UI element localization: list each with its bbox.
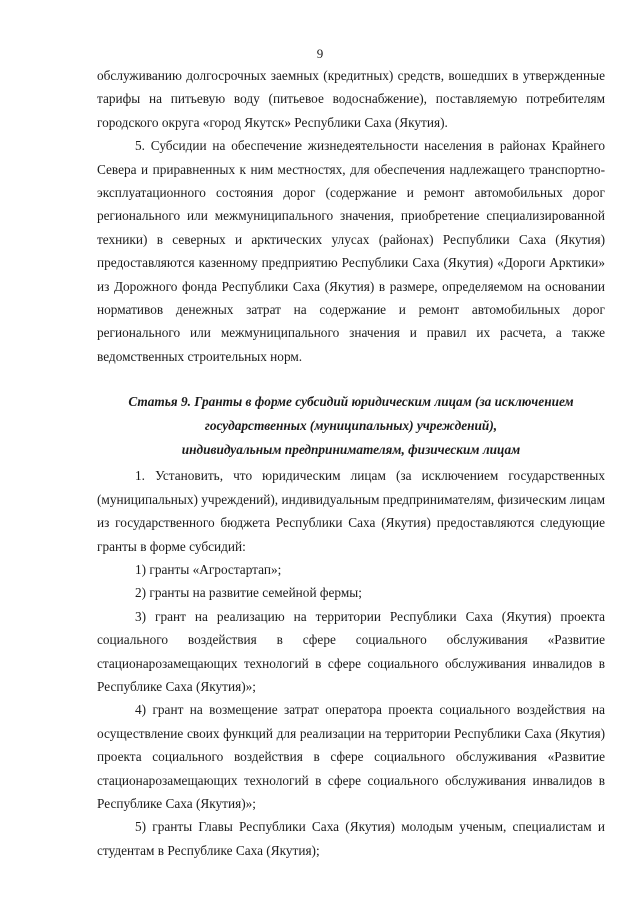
list-item: 4) грант на возмещение затрат оператора проекта социального воздействия на осуществление своих функций для реализации на территории Республики Саха (Якутия) проекта социального воздействия в сфере социального обслуживания «Развитие стационарозамещающих технологий в сфере социального обслуживания инвалидов в Республике Саха (Якутия)»; <box>97 702 605 811</box>
article-heading-line-1: Статья 9. Гранты в форме субсидий юридическим лицам (за исключением <box>128 394 574 410</box>
list-item: 3) грант на реализацию на территории Республики Саха (Якутия) проекта социального воздействия в сфере социального обслуживания «Развитие стационарозамещающих технологий в сфере социального обслуживания инвалидов в Республике Саха (Якутия)»; <box>97 608 605 694</box>
article-heading-line-2: государственных (муниципальных) учреждений), <box>204 418 498 434</box>
page-number: 9 <box>316 46 324 61</box>
paragraph-continuation: обслуживанию долгосрочных заемных (кредитных) средств, вошедших в утвержденные тарифы на питьевую воду (питьевое водоснабжение), поставляемую потребителям городского округа «город Якутск» Республики Саха (Якутия). <box>97 68 605 130</box>
paragraph-item-5: 5. Субсидии на обеспечение жизнедеятельности населения в районах Крайнего Севера и приравненных к ним местностях, для обеспечения надлежащего транспортно-эксплуатационного состояния дорог (содержание и ремонт автомобильных дорог регионального или межмуниципального значения, приобретение специализированной техники) в северных и арктических улусах (районах) Республики Саха (Якутия) предоставляются казенному предприятию Республики Саха (Якутия) «Дороги Арктики» из Дорожного фонда Республики Саха (Якутия) в размере, определяемом на основании нормативов денежных затрат на содержание и ремонт автомобильных дорог регионального или межмуниципального значения и правил их расчета, а также ведомственных строительных норм. <box>97 138 605 364</box>
document-body <box>97 64 605 862</box>
list-item: 5) гранты Главы Республики Саха (Якутия) молодым ученым, специалистам и студентам в Республике Саха (Якутия); <box>97 819 605 858</box>
list-item: 1) гранты «Агростартап»; <box>135 561 282 577</box>
article-heading-line-3: индивидуальным предпринимателям, физическим лицам <box>181 442 521 458</box>
list-item: 2) гранты на развитие семейной фермы; <box>135 585 362 601</box>
article-intro: 1. Установить, что юридическим лицам (за исключением государственных (муниципальных) учреждений), индивидуальным предпринимателям, физическим лицам из государственного бюджета Республики Саха (Якутия) предоставляются следующие гранты в форме субсидий: <box>97 468 605 554</box>
article-heading <box>97 390 605 462</box>
